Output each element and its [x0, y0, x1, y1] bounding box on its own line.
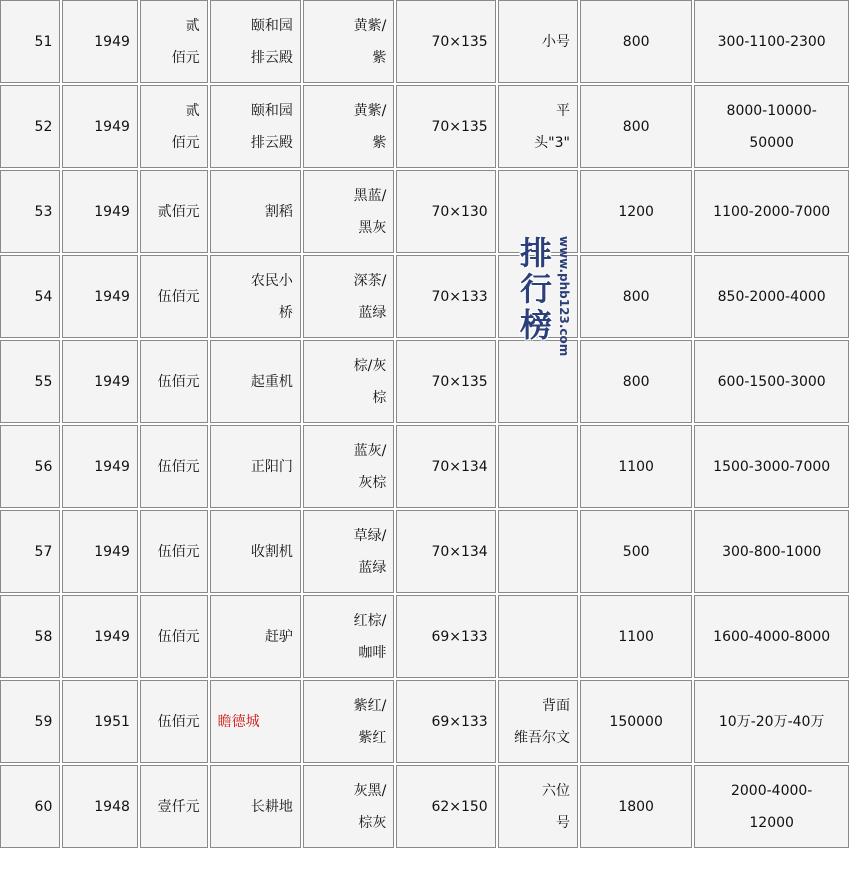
- cell-index: 57: [0, 510, 60, 593]
- cell-price: 1500-3000-7000: [694, 425, 849, 508]
- cell-size: 69×133: [396, 680, 495, 763]
- cell-note: [498, 255, 578, 338]
- cell-note: 背面 维吾尔文: [498, 680, 578, 763]
- cell-note: [498, 340, 578, 423]
- cell-index: 51: [0, 0, 60, 83]
- cell-year: 1949: [62, 255, 138, 338]
- cell-issued: 800: [580, 0, 692, 83]
- cell-size: 69×133: [396, 595, 495, 678]
- cell-index: 56: [0, 425, 60, 508]
- cell-index: 59: [0, 680, 60, 763]
- cell-index: 60: [0, 765, 60, 848]
- cell-issued: 800: [580, 85, 692, 168]
- cell-note: 六位 号: [498, 765, 578, 848]
- cell-note: [498, 425, 578, 508]
- cell-denomination: 伍佰元: [140, 510, 208, 593]
- cell-price: 600-1500-3000: [694, 340, 849, 423]
- cell-index: 54: [0, 255, 60, 338]
- cell-design: 正阳门: [210, 425, 301, 508]
- cell-index: 52: [0, 85, 60, 168]
- table-row: [0, 0, 849, 83]
- cell-color: 黑蓝/ 黑灰: [303, 170, 395, 253]
- table-row: [0, 765, 849, 848]
- cell-size: 70×133: [396, 255, 495, 338]
- cell-denomination: 贰 佰元: [140, 85, 208, 168]
- cell-price: 1600-4000-8000: [694, 595, 849, 678]
- table-row: [0, 595, 849, 678]
- table-row: [0, 425, 849, 508]
- cell-note: 小号: [498, 0, 578, 83]
- table-row: [0, 255, 849, 338]
- cell-design: 农民小 桥: [210, 255, 301, 338]
- cell-note: [498, 510, 578, 593]
- cell-year: 1949: [62, 85, 138, 168]
- cell-year: 1949: [62, 170, 138, 253]
- cell-size: 62×150: [396, 765, 495, 848]
- cell-index: 53: [0, 170, 60, 253]
- cell-color: 草绿/ 蓝绿: [303, 510, 395, 593]
- cell-denomination: 伍佰元: [140, 595, 208, 678]
- cell-issued: 1200: [580, 170, 692, 253]
- cell-size: 70×135: [396, 0, 495, 83]
- cell-denomination: 伍佰元: [140, 680, 208, 763]
- cell-design: 收割机: [210, 510, 301, 593]
- cell-color: 红棕/ 咖啡: [303, 595, 395, 678]
- cell-year: 1951: [62, 680, 138, 763]
- cell-price: 2000-4000- 12000: [694, 765, 849, 848]
- cell-denomination: 贰 佰元: [140, 0, 208, 83]
- cell-color: 蓝灰/ 灰棕: [303, 425, 395, 508]
- cell-denomination: 伍佰元: [140, 425, 208, 508]
- cell-issued: 150000: [580, 680, 692, 763]
- cell-design: 赶驴: [210, 595, 301, 678]
- cell-year: 1949: [62, 340, 138, 423]
- cell-year: 1949: [62, 425, 138, 508]
- cell-design: 起重机: [210, 340, 301, 423]
- cell-color: 深茶/ 蓝绿: [303, 255, 395, 338]
- cell-size: 70×134: [396, 425, 495, 508]
- watermark-logo: 排行榜: [515, 236, 553, 344]
- cell-price: 8000-10000- 50000: [694, 85, 849, 168]
- table-row: [0, 170, 849, 253]
- cell-size: 70×130: [396, 170, 495, 253]
- cell-year: 1948: [62, 765, 138, 848]
- cell-price: 300-800-1000: [694, 510, 849, 593]
- cell-color: 灰黑/ 棕灰: [303, 765, 395, 848]
- table-row: [0, 510, 849, 593]
- cell-denomination: 壹仟元: [140, 765, 208, 848]
- cell-price: 300-1100-2300: [694, 0, 849, 83]
- cell-denomination: 伍佰元: [140, 255, 208, 338]
- cell-note: [498, 595, 578, 678]
- cell-design: 瞻德城: [210, 680, 301, 763]
- cell-denomination: 伍佰元: [140, 340, 208, 423]
- cell-design: 割稻: [210, 170, 301, 253]
- cell-price: 850-2000-4000: [694, 255, 849, 338]
- cell-issued: 500: [580, 510, 692, 593]
- cell-color: 黄紫/ 紫: [303, 0, 395, 83]
- cell-design: 颐和园 排云殿: [210, 85, 301, 168]
- cell-issued: 800: [580, 340, 692, 423]
- cell-index: 55: [0, 340, 60, 423]
- cell-color: 棕/灰 棕: [303, 340, 395, 423]
- table-row: [0, 340, 849, 423]
- cell-color: 紫红/ 紫红: [303, 680, 395, 763]
- cell-issued: 800: [580, 255, 692, 338]
- cell-design: 长耕地: [210, 765, 301, 848]
- table-row: [0, 85, 849, 168]
- cell-size: 70×134: [396, 510, 495, 593]
- cell-price: 1100-2000-7000: [694, 170, 849, 253]
- cell-color: 黄紫/ 紫: [303, 85, 395, 168]
- cell-price: 10万-20万-40万: [694, 680, 849, 763]
- cell-year: 1949: [62, 595, 138, 678]
- cell-issued: 1100: [580, 425, 692, 508]
- cell-issued: 1100: [580, 595, 692, 678]
- cell-year: 1949: [62, 0, 138, 83]
- cell-size: 70×135: [396, 85, 495, 168]
- watermark-url: www.phb123.com: [557, 236, 571, 357]
- table-row: [0, 680, 849, 763]
- cell-year: 1949: [62, 510, 138, 593]
- cell-design: 颐和园 排云殿: [210, 0, 301, 83]
- cell-note: 平 头"3": [498, 85, 578, 168]
- cell-size: 70×135: [396, 340, 495, 423]
- cell-issued: 1800: [580, 765, 692, 848]
- cell-note: [498, 170, 578, 253]
- cell-denomination: 贰佰元: [140, 170, 208, 253]
- cell-index: 58: [0, 595, 60, 678]
